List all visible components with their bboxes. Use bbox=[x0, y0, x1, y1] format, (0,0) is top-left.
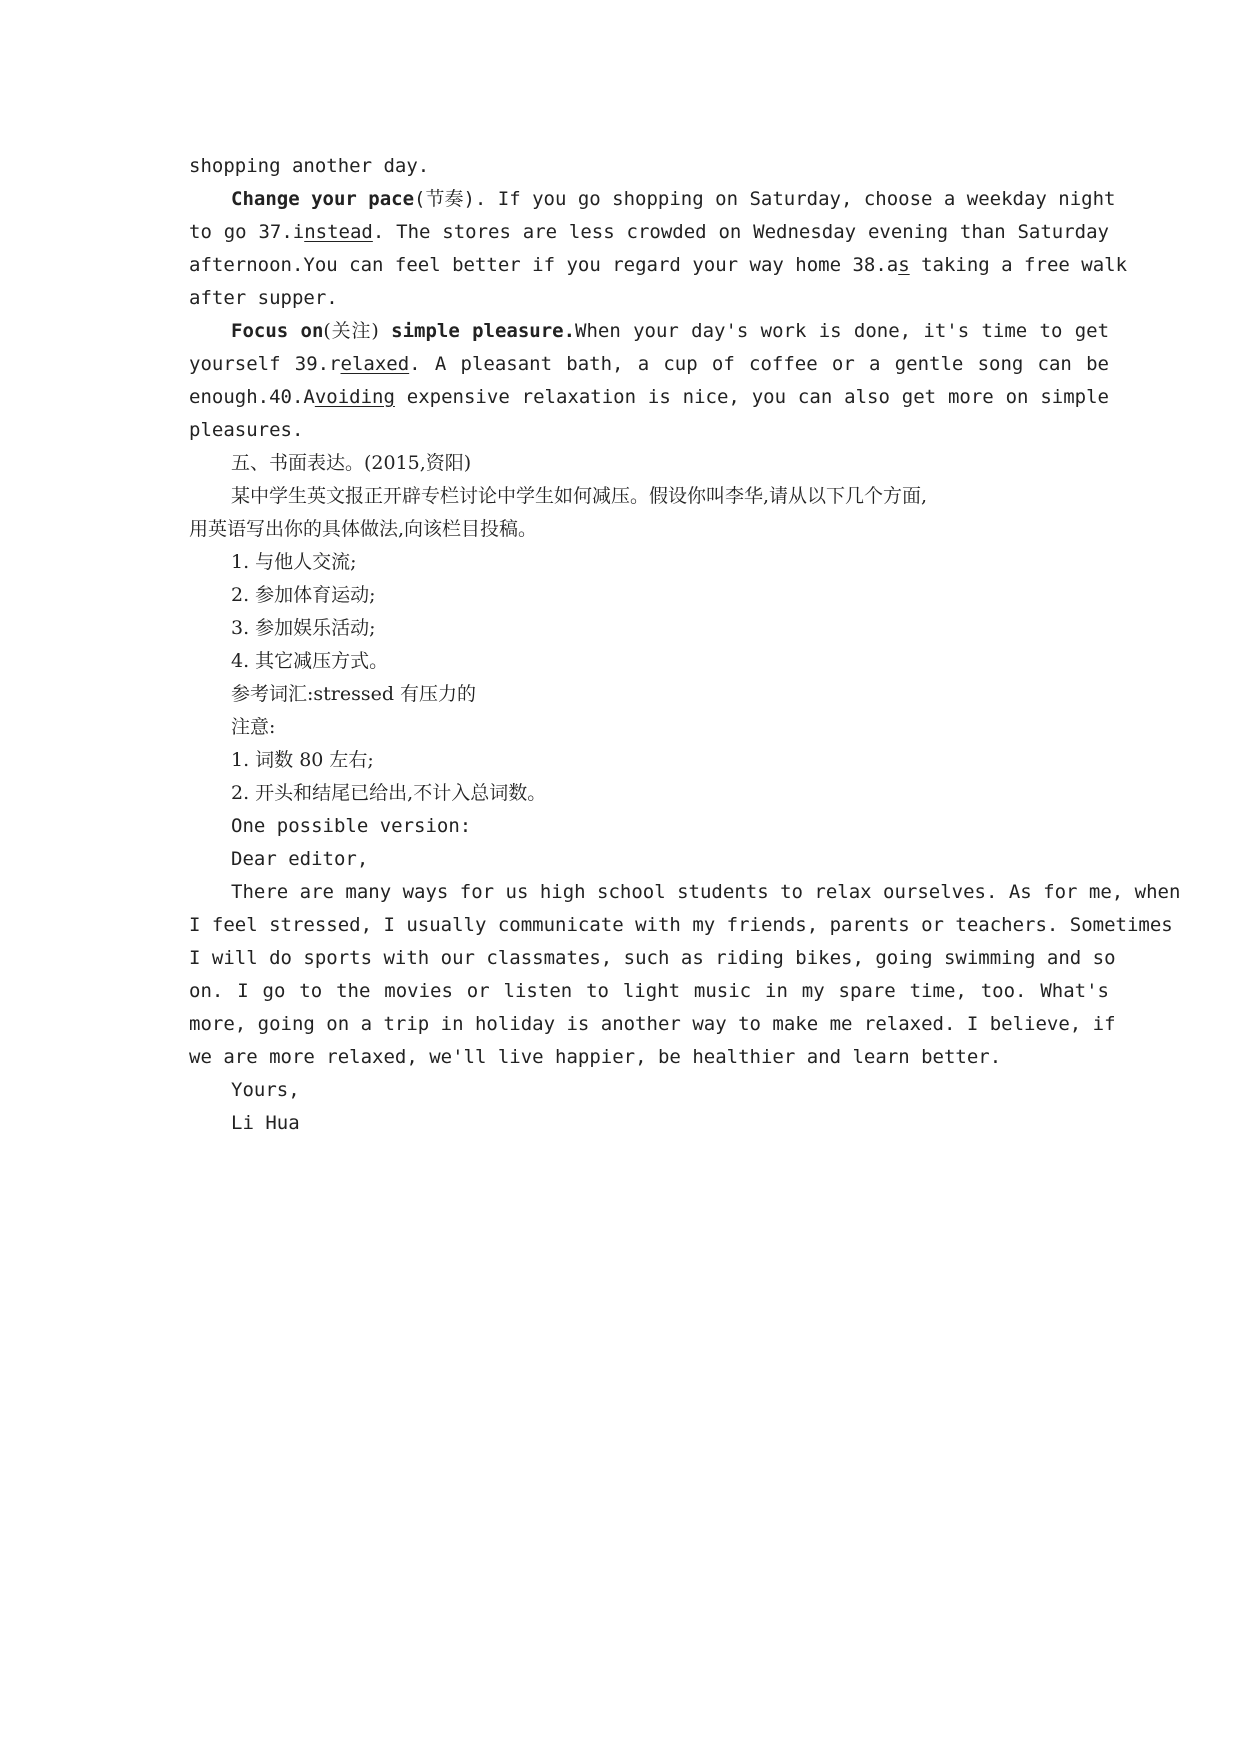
answer-39: elaxed bbox=[340, 353, 410, 375]
paragraph-line: pleasures. bbox=[189, 419, 304, 441]
essay-line: There are many ways for us high school students to relax ourselves. As for me, when bbox=[231, 881, 1181, 903]
bold-phrase: Focus on bbox=[231, 320, 324, 342]
section-heading: 五、书面表达。(2015,资阳) bbox=[231, 452, 472, 474]
list-item: 1. 与他人交流; bbox=[231, 551, 357, 573]
paragraph-line bbox=[189, 216, 1109, 249]
answer-40: voiding bbox=[314, 386, 395, 408]
text-span: . A pleasant bath, a cup of coffee or a gentle song can be bbox=[409, 353, 1109, 375]
closing: Yours, bbox=[231, 1079, 300, 1101]
salutation: Dear editor, bbox=[231, 848, 369, 870]
list-item: 1. 词数 80 左右; bbox=[231, 749, 374, 771]
essay-line: we are more relaxed, we'll live happier, be healthier and learn better. bbox=[189, 1046, 1002, 1068]
bold-phrase: Change your pace bbox=[231, 188, 415, 210]
text-span: (关注) bbox=[323, 320, 379, 342]
prompt-line: 用英语写出你的具体做法,向该栏目投稿。 bbox=[189, 518, 538, 540]
answer-37: nstead bbox=[304, 221, 373, 243]
paragraph-line bbox=[189, 249, 1128, 282]
list-item: 2. 参加体育运动; bbox=[231, 584, 376, 606]
prompt-line: 某中学生英文报正开辟专栏讨论中学生如何减压。假设你叫李华,请从以下几个方面, bbox=[231, 485, 928, 507]
note-label: 注意: bbox=[231, 716, 276, 738]
version-label: One possible version: bbox=[231, 815, 472, 837]
list-item: 4. 其它减压方式。 bbox=[231, 650, 389, 672]
document-page bbox=[189, 150, 1181, 1140]
text-span: enough.40.A bbox=[189, 386, 315, 408]
essay-line: I feel stressed, I usually communicate with my friends, parents or teachers. Sometimes bbox=[189, 914, 1173, 936]
essay-line: on. I go to the movies or listen to light music in my spare time, too. What's bbox=[189, 980, 1109, 1002]
paragraph-line: after supper. bbox=[189, 287, 338, 309]
essay-line: I will do sports with our classmates, such as riding bikes, going swimming and so bbox=[189, 947, 1116, 969]
signature: Li Hua bbox=[231, 1112, 300, 1134]
essay-line: more, going on a trip in holiday is another way to make me relaxed. I believe, if bbox=[189, 1013, 1116, 1035]
paragraph-line: shopping another day. bbox=[189, 155, 430, 177]
paragraph-line bbox=[189, 183, 1116, 216]
text-span: expensive relaxation is nice, you can also get more on simple bbox=[394, 386, 1109, 408]
paragraph-line bbox=[189, 348, 1109, 381]
text-span: yourself 39.r bbox=[189, 353, 341, 375]
text-span: (节奏). If you go shopping on Saturday, choose a weekday night bbox=[414, 188, 1116, 210]
paragraph-line bbox=[189, 381, 1109, 414]
text-span: to go 37.i bbox=[189, 221, 305, 243]
text-span: When your day's work is done, it's time to get bbox=[575, 320, 1110, 342]
text-span: . The stores are less crowded on Wednesday evening than Saturday bbox=[372, 221, 1109, 243]
answer-38: s bbox=[898, 254, 910, 276]
vocab-line: 参考词汇:stressed 有压力的 bbox=[231, 683, 477, 705]
list-item: 2. 开头和结尾已给出,不计入总词数。 bbox=[231, 782, 547, 804]
bold-phrase: simple pleasure. bbox=[378, 320, 576, 342]
text-span: taking a free walk bbox=[909, 254, 1128, 276]
list-item: 3. 参加娱乐活动; bbox=[231, 617, 376, 639]
paragraph-line bbox=[189, 315, 1109, 348]
text-span: afternoon.You can feel better if you regard your way home 38.a bbox=[189, 254, 899, 276]
